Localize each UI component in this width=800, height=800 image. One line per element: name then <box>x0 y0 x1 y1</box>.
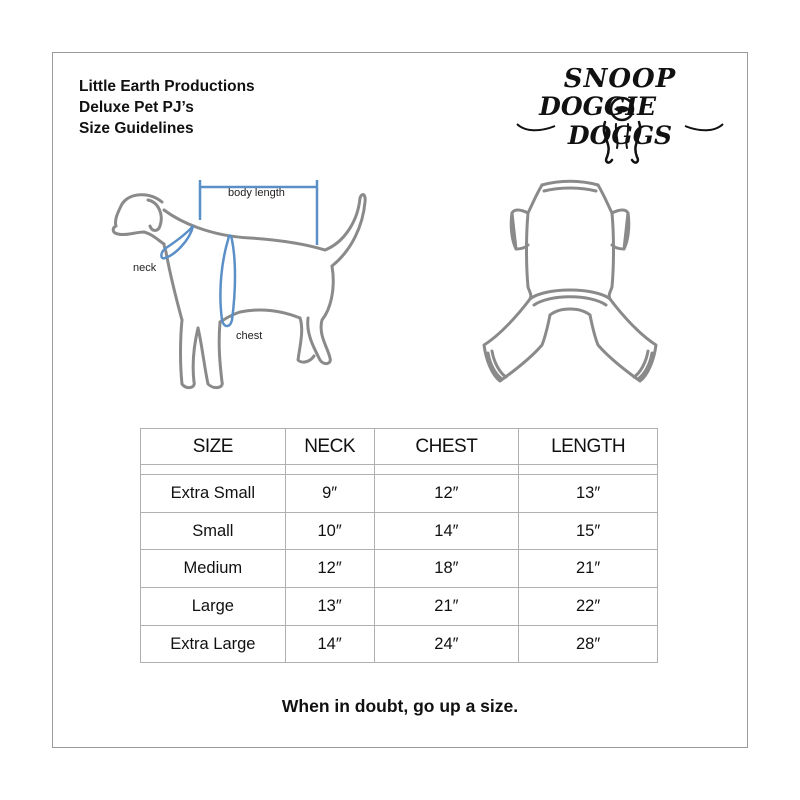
logo-words-doggie-doggs <box>505 92 735 150</box>
table-row <box>141 550 658 588</box>
size-cell: Extra Large <box>141 625 286 663</box>
snoop-doggie-doggs-logo <box>505 62 735 167</box>
chest-measure-loop <box>220 236 235 327</box>
brand-name: Little Earth Productions <box>79 78 255 95</box>
chest-cell: 14″ <box>374 512 519 550</box>
neck-cell: 10″ <box>285 512 374 550</box>
neck-cell: 13″ <box>285 588 374 626</box>
column-header-length: LENGTH <box>519 429 658 465</box>
chest-cell: 12″ <box>374 475 519 513</box>
dog-measurement-diagram <box>100 170 380 400</box>
chest-cell: 18″ <box>374 550 519 588</box>
measurement-lines <box>161 180 317 326</box>
size-cell: Small <box>141 512 286 550</box>
length-cell: 15″ <box>519 512 658 550</box>
product-name: Deluxe Pet PJ’s <box>79 99 194 116</box>
body-length-label: body length <box>228 187 285 199</box>
table-row <box>141 625 658 663</box>
length-cell: 21″ <box>519 550 658 588</box>
pajama-outline-icon <box>484 181 656 381</box>
neck-cell: 9″ <box>285 475 374 513</box>
neck-label: neck <box>133 262 157 274</box>
page-title: Size Guidelines <box>79 120 194 137</box>
size-cell: Large <box>141 588 286 626</box>
column-header-size: SIZE <box>141 429 286 465</box>
table-spacer-row <box>141 465 658 475</box>
column-header-chest: CHEST <box>374 429 519 465</box>
neck-cell: 12″ <box>285 550 374 588</box>
logo-word-doggie: DOGGIE <box>539 92 657 121</box>
table-row <box>141 475 658 513</box>
length-cell: 13″ <box>519 475 658 513</box>
length-cell: 28″ <box>519 625 658 663</box>
logo-word-doggs: DOGGS <box>567 121 673 150</box>
pet-pajama-illustration <box>470 175 670 405</box>
dog-outline-icon <box>113 195 365 388</box>
neck-cell: 14″ <box>285 625 374 663</box>
table-row <box>141 588 658 626</box>
chest-cell: 21″ <box>374 588 519 626</box>
size-cell: Medium <box>141 550 286 588</box>
size-cell: Extra Small <box>141 475 286 513</box>
table-row <box>141 512 658 550</box>
chest-cell: 24″ <box>374 625 519 663</box>
chest-label: chest <box>236 330 263 342</box>
column-header-neck: NECK <box>285 429 374 465</box>
sizing-advice-note: When in doubt, go up a size. <box>281 696 519 716</box>
size-table <box>140 428 658 663</box>
logo-word-snoop: SNOOP <box>563 64 677 94</box>
table-header-row <box>141 429 658 465</box>
length-cell: 22″ <box>519 588 658 626</box>
header-block <box>79 76 255 139</box>
